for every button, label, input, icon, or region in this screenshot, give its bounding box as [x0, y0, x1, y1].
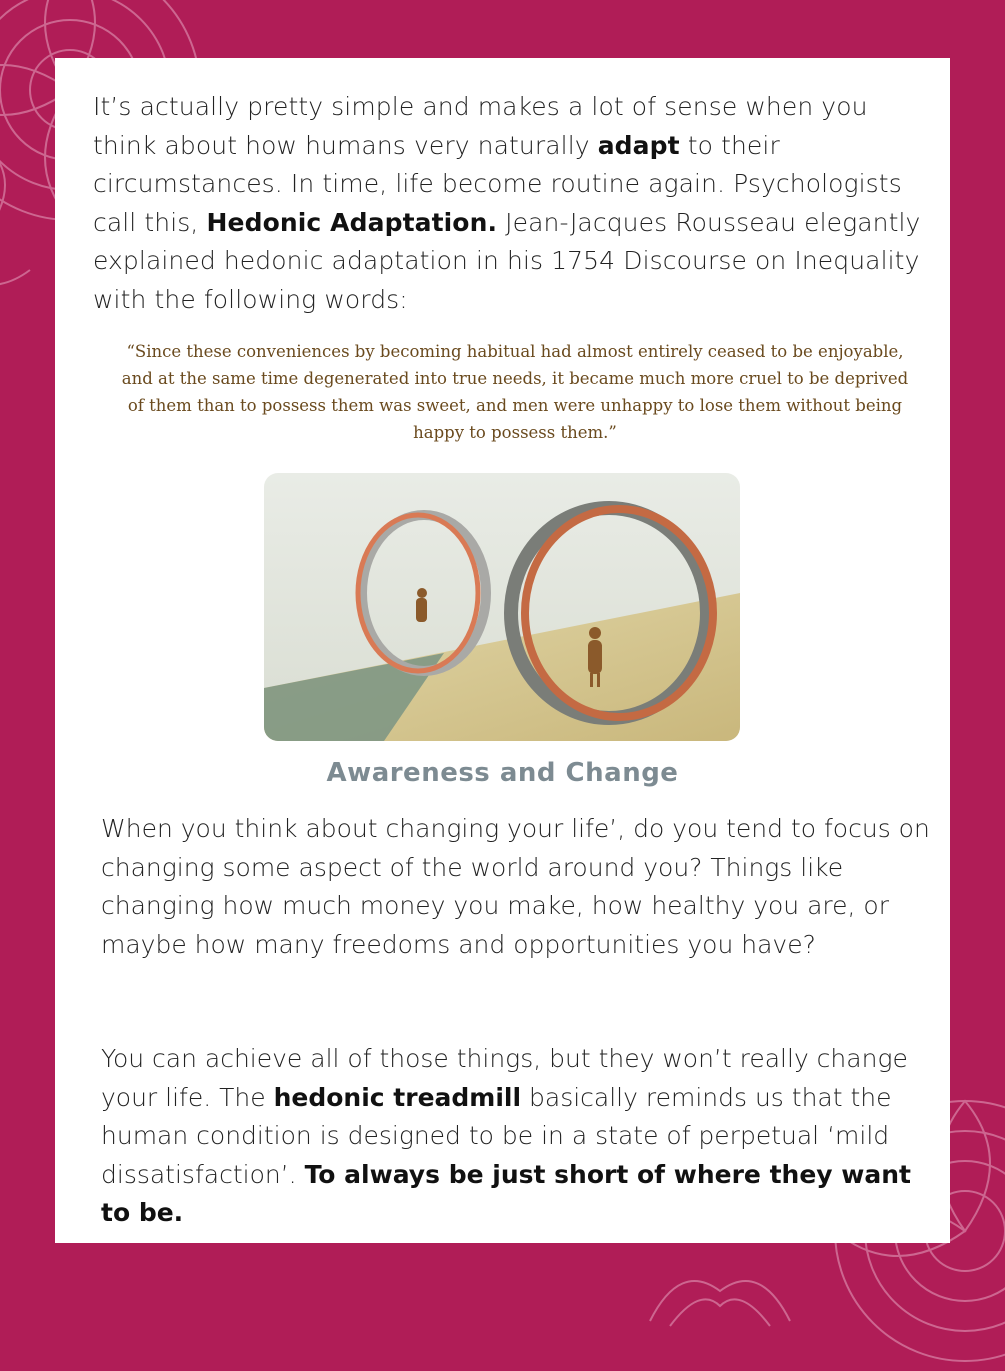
- treadmill-text-2: basically reminds us that the human condition is designed to be in a state of perpetual ‘mild dissatisfaction’.: [101, 1082, 892, 1189]
- intro-text-2: to their circumstances. In time, life become routine again. Psychologists call this,: [93, 130, 902, 237]
- adapt-emphasis: adapt: [597, 130, 680, 160]
- hedonic-treadmill-emphasis: hedonic treadmill: [273, 1082, 522, 1112]
- intro-paragraph: [93, 88, 923, 319]
- content-card: [55, 58, 950, 1243]
- mandala-ornament-bottom-middle: [640, 1241, 800, 1331]
- section-heading: Awareness and Change: [326, 758, 679, 788]
- treadmill-paragraph: [101, 1040, 931, 1233]
- rousseau-quote: “Since these conveniences by becoming habitual had almost entirely ceased to be enjoyable, and at the same time degenerated into true needs, it became much more cruel to be deprived of them than to possess them was sweet, and men were unhappy to lose them without being happy to possess them.”: [121, 342, 909, 442]
- intro-text-1: It’s actually pretty simple and makes a lot of sense when you think about how humans very naturally: [93, 92, 868, 160]
- hedonic-adaptation-emphasis: Hedonic Adaptation.: [206, 207, 498, 237]
- intro-text-3: Jean-Jacques Rousseau elegantly explained hedonic adaptation in his 1754 Discourse on Inequality with the following words:: [93, 207, 921, 314]
- short-of-emphasis: To always be just short of where they want to be.: [101, 1159, 911, 1227]
- treadmill-text-1: You can achieve all of those things, but they won’t really change your life. The: [101, 1044, 908, 1112]
- changing-life-paragraph: When you think about changing your life’, do you tend to focus on changing some aspect of the world around you? Things like changing how much money you make, how healthy you are, or maybe how many freedoms and opportunities you have?: [101, 814, 930, 959]
- rings-illustration: [264, 473, 740, 741]
